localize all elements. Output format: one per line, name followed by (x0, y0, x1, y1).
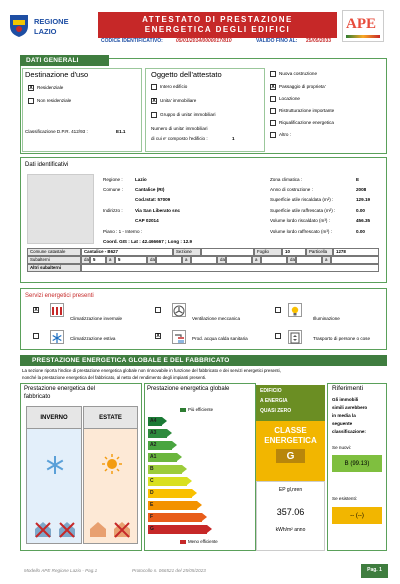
energy-class-label-d: D (150, 490, 154, 496)
classe-line-1: CLASSE (274, 426, 307, 435)
indirizzo-value: Via San Liberato snc (135, 208, 181, 213)
anno-label: Anno di costruzione : (270, 187, 313, 192)
title-line-1: ATTESTATO DI PRESTAZIONE (142, 15, 293, 24)
comune-catastale-value: Cantalice - B627 (81, 248, 173, 256)
elevator-icon (288, 330, 302, 344)
sub-a-label: a (106, 256, 115, 264)
prestazione-desc-2: nonché la prestazione energetica del fabbricato, al netto del rendimento degli impianti presenti. (22, 375, 207, 380)
trasporto-label: Trasporto di persone o cose (313, 336, 371, 341)
region-name: REGIONE (34, 17, 69, 26)
fabbricato-title-2: fabbricato (24, 394, 51, 400)
indirizzo-label: Indirizzo : (103, 208, 123, 213)
nuovi-value: B (99.13) (344, 461, 370, 467)
classificazione-label: Classificazione D.P.R. 412/93 : (25, 129, 88, 134)
vol-raff-value: 0.00 (356, 229, 365, 234)
zona-value: E (356, 177, 360, 182)
unita-immobiliare-label: Unita' immobiliare (160, 98, 197, 103)
sub-to-value: 5 (115, 256, 147, 264)
intero-edificio-checkbox[interactable] (151, 84, 157, 90)
prestazione-desc-1: La sezione riporta l'indice di prestazione energetica globale non rinnovabile in funzione del fabbricato e dei servizi energetici presenti, (22, 368, 281, 373)
rif-line-2: simili avrebbero (332, 405, 368, 410)
passaggio-label: Passaggio di proprieta' (279, 84, 326, 89)
edificio-line-2: A ENERGIA (260, 398, 288, 404)
numero-unita-label-2: di cui e' composto l'edificio : (151, 136, 208, 141)
snowflake-icon (50, 330, 64, 344)
estate-panel (83, 406, 138, 544)
meno-efficiente-bar (180, 540, 186, 544)
shower-icon (172, 330, 186, 344)
ep-box (256, 481, 325, 551)
edificio-line-1: EDIFICIO (260, 388, 282, 394)
unita-immobiliare-checkbox[interactable]: X (152, 98, 156, 104)
zona-label: Zona climatica : (270, 177, 303, 182)
energy-class-bar-b (148, 465, 182, 474)
sub-da-label-2: da (147, 256, 156, 264)
energy-class-label-b: B (150, 466, 154, 472)
classe-box (256, 421, 325, 481)
nuovi-value-box (332, 455, 382, 472)
meno-efficiente-label: Meno efficiente (188, 539, 218, 544)
footer-protocol: Protocollo n. 066521 del 25/05/2023 (132, 568, 206, 573)
residenziale-checkbox[interactable]: X (29, 85, 33, 91)
energy-class-label-f: F (150, 514, 154, 520)
code-value: 05/01/2014/0000017/810 (176, 38, 232, 44)
foglio-value: 10 (282, 248, 306, 256)
esistenti-value-box (332, 507, 382, 524)
vol-risc-value: 456.35 (356, 218, 371, 223)
region-emblem-icon (8, 12, 30, 38)
acs-checkbox[interactable]: X (156, 333, 160, 339)
coord-gis: Coord. GIS : Lat : 42.466667 ; Long : 12.9 (103, 239, 193, 244)
energy-class-bar-a3 (148, 429, 167, 438)
clim-inv-label: Climatizzazione invernale (70, 316, 123, 321)
prestazione-header: PRESTAZIONE ENERGETICA GLOBALE E DEL FABBRICATO (20, 355, 387, 366)
vent-label: Ventilazione meccanica (192, 316, 241, 321)
energy-class-bar-a1 (148, 453, 177, 462)
nzeb-box (256, 385, 325, 421)
piu-efficiente-label: Più efficiente (188, 407, 214, 412)
energy-class-label-a2: A2 (150, 442, 157, 448)
regione-value: Lazio (135, 177, 147, 182)
clim-est-checkbox[interactable] (33, 333, 39, 339)
valid-value: 25/05/2033 (306, 38, 332, 44)
sub-da-label-3: da (217, 256, 226, 264)
riqualificazione-label: Riqualificazione energetica (279, 120, 334, 125)
particella-label: Particella (306, 248, 333, 256)
radiator-icon (50, 303, 64, 317)
intero-edificio-label: Intero edificio (160, 84, 188, 89)
riferimenti-title: Riferimenti (332, 385, 364, 392)
rif-line-1: Gli immobili (332, 397, 359, 402)
sub-a-label-3: a (252, 256, 261, 264)
illum-checkbox[interactable] (275, 307, 281, 313)
riqualificazione-checkbox[interactable] (270, 120, 276, 126)
ristrutturazione-label: Ristrutturazione importante (279, 108, 335, 113)
altro-checkbox[interactable] (270, 132, 276, 138)
vent-checkbox[interactable] (155, 307, 161, 313)
energy-class-label-a1: A1 (150, 454, 157, 460)
passaggio-checkbox[interactable]: X (271, 84, 275, 90)
energy-class-label-a3: A3 (150, 430, 157, 436)
sup-risc-label: Superficie utile riscaldata (m²) : (270, 197, 334, 202)
house-cold-icon-2 (57, 519, 77, 539)
particella-value: 1278 (333, 248, 379, 256)
code-label: CODICE IDENTIFICATIVO: (101, 38, 163, 44)
vol-risc-label: Volume lordo riscaldato (m³) : (270, 218, 330, 223)
classe-line-2: ENERGETICA (264, 436, 317, 445)
title-line-2: ENERGETICA DEGLI EDIFICI (144, 25, 291, 34)
sub-a-label-4: a (322, 256, 331, 264)
sup-raff-value: 0.00 (356, 208, 365, 213)
page-number: Pag. 1 (367, 567, 382, 573)
illum-label: Illuminazione (313, 316, 340, 321)
sup-raff-label: Superficie utile raffrescata (m²) : (270, 208, 336, 213)
subalterni-label: Subalterni (27, 256, 81, 264)
gruppo-unita-checkbox[interactable] (151, 112, 157, 118)
destinazione-box (22, 68, 142, 152)
nuova-costruzione-label: Nuova costruzione (279, 71, 318, 76)
rif-line-4: seguente (332, 421, 353, 426)
sup-risc-value: 129.19 (356, 197, 371, 202)
numero-unita-value: 1 (232, 136, 235, 141)
non-residenziale-label: Non residenziale (37, 98, 72, 103)
energy-class-bar-g (148, 525, 207, 534)
anno-value: 2008 (356, 187, 367, 192)
footer-left: Modello APE Regione Lazio - Pag.1 (24, 568, 98, 573)
oggetto-title: Oggetto dell'attestato (151, 70, 222, 79)
ristrutturazione-checkbox[interactable] (270, 108, 276, 114)
classificazione-value: E1.1 (116, 129, 126, 134)
energy-class-label-c: C (150, 478, 154, 484)
vol-raff-label: Volume lordo raffrescato (m³) : (270, 229, 332, 234)
dati-identificativi-title: Dati identificativi (25, 162, 69, 168)
ape-logo-bar (346, 35, 380, 38)
sub-from-value-3 (226, 256, 252, 264)
house-cold-icon (33, 519, 53, 539)
comune-catastale-label: Comune catastale (27, 248, 81, 256)
ape-logo-text: APE (346, 16, 376, 32)
energy-class-bar-c (148, 477, 187, 486)
piano: Piano : 1 - Interno : (103, 229, 143, 234)
destinazione-title: Destinazione d'uso (25, 70, 89, 79)
energy-class-bar-e (148, 501, 197, 510)
sezione-value (201, 248, 254, 256)
valid-label: VALIDO FINO AL: (256, 38, 298, 44)
snowflake-icon (45, 455, 65, 475)
rif-line-5: classificazione: (332, 429, 366, 434)
edificio-line-3: QUASI ZERO (260, 408, 292, 414)
esistenti-value: -- (--) (350, 513, 364, 519)
se-esistenti-label: Se esistenti: (332, 496, 358, 501)
rif-line-3: in media la (332, 413, 356, 418)
altro-label: Altro : (279, 132, 291, 137)
acs-label: Prod. acqua calda sanitaria (192, 336, 248, 341)
building-photo (27, 174, 94, 244)
sub-da-label: da (81, 256, 90, 264)
fabbricato-title-1: Prestazione energetica del (24, 386, 96, 392)
comune-value: Cantalice (RI) (135, 187, 165, 192)
sub-from-value-4 (296, 256, 322, 264)
sub-to-value-3 (261, 256, 287, 264)
inverno-panel (26, 406, 82, 544)
regione-label: Regione : (103, 177, 123, 182)
estate-label: ESTATE (99, 415, 122, 421)
ape-logo (342, 10, 384, 42)
energy-class-label-a4: A4 (150, 418, 157, 424)
altri-subalterni-label: Altri subalterni (27, 264, 81, 272)
residenziale-label: Residenziale (37, 85, 64, 90)
piu-efficiente-bar (180, 408, 186, 412)
cap: CAP 02014 (135, 218, 159, 223)
sun-icon (101, 453, 123, 475)
energy-class-label-e: E (150, 502, 154, 508)
page-number-box (361, 564, 388, 578)
trasporto-checkbox[interactable] (275, 333, 281, 339)
inverno-label: INVERNO (40, 415, 68, 421)
foglio-label: Foglio (254, 248, 282, 256)
comune-label: Comune : (103, 187, 123, 192)
sub-to-value-4 (331, 256, 379, 264)
sub-from-value-2 (156, 256, 182, 264)
locazione-checkbox[interactable] (270, 96, 276, 102)
clim-inv-checkbox[interactable]: X (34, 307, 38, 313)
locazione-label: Locazione (279, 96, 300, 101)
lightbulb-icon (288, 303, 302, 317)
house-warm-icon (88, 519, 108, 539)
dati-generali-header: DATI GENERALI (20, 55, 109, 66)
sub-from-value: 5 (90, 256, 106, 264)
ep-value: 357.06 (276, 507, 305, 517)
energy-class-bar-d (148, 489, 192, 498)
numero-unita-label-1: Numero di unita' immobiliari (151, 126, 208, 131)
classe-value: G (286, 451, 295, 462)
se-nuovi-label: Se nuovi: (332, 445, 352, 450)
sezione-label: Sezione (173, 248, 201, 256)
energy-class-label-g: G (150, 526, 154, 532)
ep-unit: kWh/m² anno (275, 527, 306, 533)
servizi-title: Servizi energetici presenti (25, 293, 94, 299)
sub-a-label-2: a (182, 256, 191, 264)
gruppo-unita-label: Gruppo di unita' immobiliari (160, 112, 216, 117)
house-warm-icon-2 (112, 519, 132, 539)
nuova-costruzione-checkbox[interactable] (270, 71, 276, 77)
codistat: Cod.Istat: 57009 (135, 197, 171, 202)
energy-class-bar-f (148, 513, 202, 522)
energy-class-bar-a2 (148, 441, 172, 450)
ep-label: EP gl,nren (278, 487, 303, 493)
clim-est-label: Climatizzazione estiva (70, 336, 116, 341)
energy-class-bar-a4 (148, 417, 162, 426)
globale-title: Prestazione energetica globale (147, 386, 230, 392)
region-name-2: LAZIO (34, 27, 57, 36)
title-banner (98, 12, 337, 38)
non-residenziale-checkbox[interactable] (28, 98, 34, 104)
sub-to-value-2 (191, 256, 217, 264)
sub-da-label-4: da (287, 256, 296, 264)
region-logo (8, 10, 74, 48)
altri-subalterni-value (81, 264, 379, 272)
fan-icon (172, 303, 186, 317)
